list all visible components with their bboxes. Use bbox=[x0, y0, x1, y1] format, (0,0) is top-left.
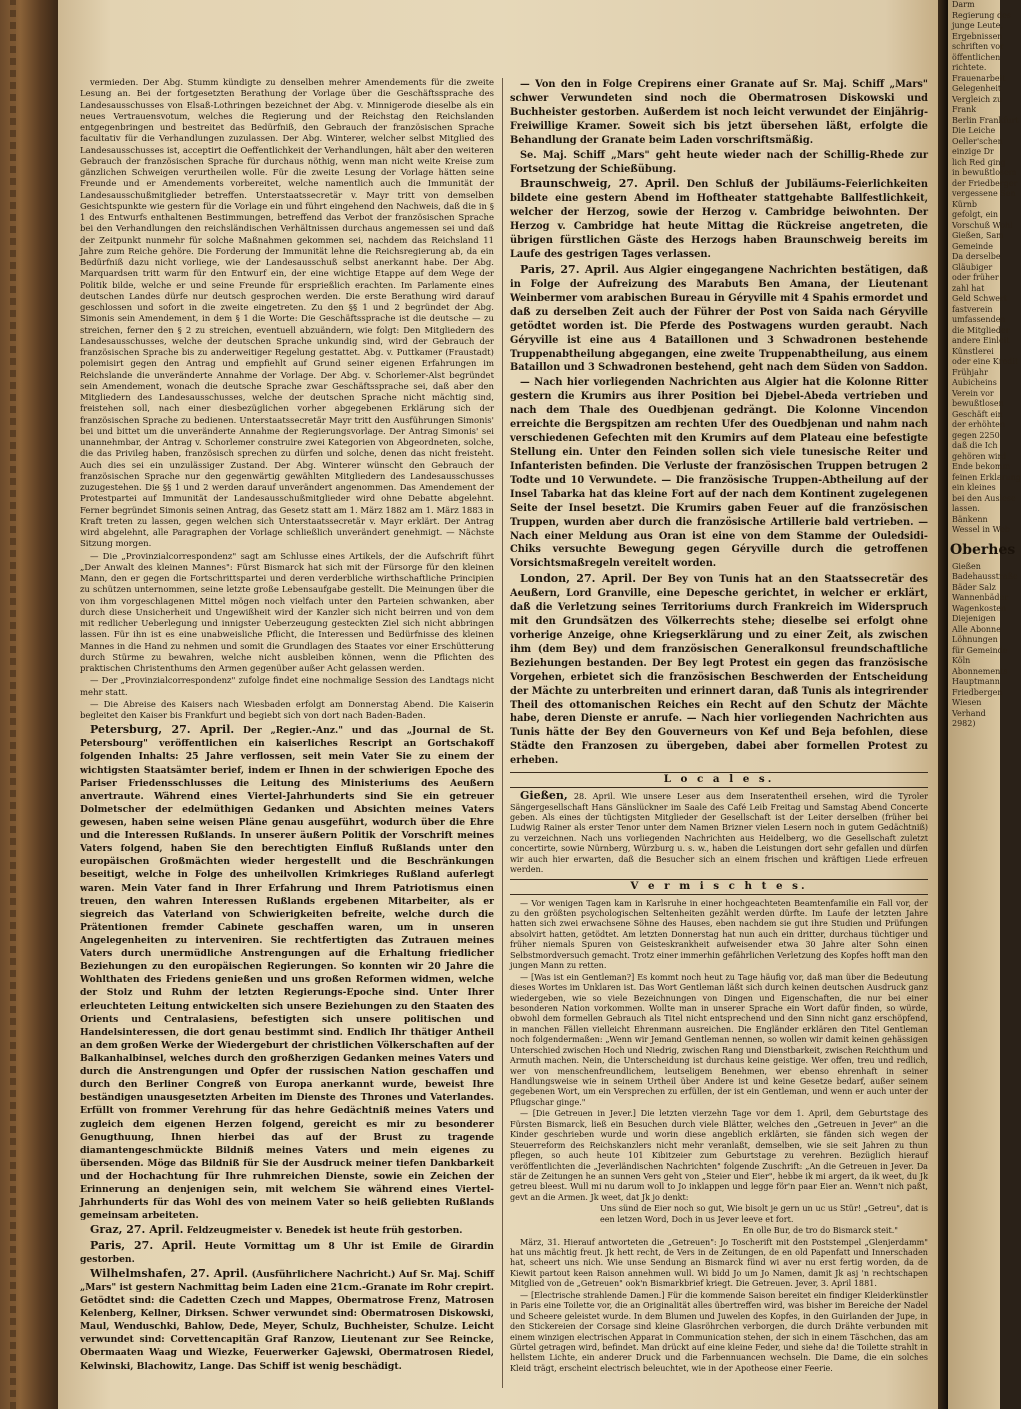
dateline: Paris, 27. April. bbox=[90, 1238, 197, 1252]
adjacent-page-line: Frank bbox=[952, 105, 977, 114]
article-paragraph bbox=[510, 1290, 928, 1374]
adjacent-page-line: andere Einleit bbox=[952, 336, 1010, 345]
adjacent-page-line: Löhnungen bbox=[952, 635, 998, 644]
adjacent-page-line: gehören wird bbox=[952, 451, 1007, 461]
adjacent-page-line: vergessene Sen bbox=[952, 189, 1016, 198]
section-heading: V e r m i s c h t e s. bbox=[510, 879, 928, 895]
paragraph-text: (Ausführlichere Nachricht.) Auf Sr. Maj. Schiff „Mars" ist gestern Nachmittag beim Laden eine 21cm.-Granate im Rohr crepirt. Getödtet sind: die Cadetten Czech und Mappes, Obermatrose Frenz, Matrosen Kelenberg, Kellner, Dirksen. Schwer verwundet sind: Obermatrosen Diskowski, Maul, Wenduschki, Bahlow, Dede, Meyer, Schulz, Buchheister, Schulze. Leicht verwundet sind: Corvettencapitän Graf Ranzow, Lieutenant zur See Reincke, Obermaaten Waag und Wiezke, Feuerwerker Gajewski, Obermatrosen Riedel, Kelwinski, Blachowitz, Lange. Das Schiff ist wenig beschädigt. bbox=[80, 1268, 494, 1372]
adjacent-page-line: daß die Ich bbox=[952, 441, 998, 450]
paragraph-text: Aus Algier eingegangene Nachrichten bestätigen, daß in Folge der Aufreizung des Marabuts Ben Amana, der Lieutenant Weinbermer vom arabischen Bureau in Géryville mit 4 Spahis ermordet und daß zu derselben Zeit auch der Führer der Post von Saida nach Géryville getödtet worden ist. Die Pferde des Postwagens wurden geraubt. Nach Géryville ist eine aus 4 Bataillonen und 3 Schwadronen bestehende Truppenabtheilung abgegangen, eine zweite Truppenabtheilung, aus einem Bataillon und 3 Schwadronen bestehend, geht nach dem Süden von Saddon. bbox=[510, 264, 928, 374]
paragraph-text: — Nach hier vorliegenden Nachrichten aus Algier hat die Kolonne Ritter gestern die Krumirs aus ihrer Position bei Djebel-Abeda vertrieben und nach dem Thale des Ouedbjenan gedrängt. Die Kolonne Vincendon erreichte die Bergspitzen am rechten Ufer des Ouedbjenan und nahm nach verschiedenen Gefechten mit den Krumirs auf dem Plateau eine befestigte Stellung ein. Unter den Feinden sollen sich viele tunesische Reiter und Infanteristen befinden. Die Verluste der französischen Truppen betrugen 2 Todte und 10 Verwundete. — Die französische Truppen-Abtheilung auf der Insel Tabarka hat das kleine Fort auf der nach dem Kontinent zugelegenen Seite der Insel besetzt. Die Krumirs gaben Feuer auf die französischen Truppen, wurden aber durch die französische Artillerie bald vertrieben. — Nach einer Meldung aus Oran ist eine von dem Stamme der Ouledsidi-Chiks versuchte Bewegung gegen Géryville durch die getroffenen Vorsichtsmaßregeln vereitelt worden. bbox=[510, 377, 928, 570]
adjacent-page-line: Wagenkosten bbox=[952, 603, 1007, 613]
adjacent-page-line: zahl hat bbox=[952, 283, 985, 293]
paragraph-text: Heute Vormittag um 8 Uhr ist Emile de Girardin gestorben. bbox=[80, 1240, 494, 1265]
adjacent-page-line: Wessel in Web bbox=[952, 525, 1011, 534]
adjacent-page-line: junge Leute, bbox=[952, 21, 1003, 30]
article-paragraph bbox=[510, 972, 928, 1108]
article-paragraph bbox=[510, 898, 928, 971]
adjacent-page-line: Diejenigen bbox=[952, 614, 996, 623]
adjacent-page-line: oder eine Kredit bbox=[952, 357, 1019, 366]
adjacent-page-line: lassen. bbox=[952, 504, 980, 513]
paragraph-text: Der Bey von Tunis hat an den Staatssecretär des Aeußern, Lord Granville, eine Depesche gerichtet, in welcher er erklärt, daß die Verletzung seines Territoriums durch Frankreich im Widerspruch mit den Grundsätzen des Völkerrechts stehe; dieselbe sei erfolgt ohne vorherige Anzeige, ohne Kriegserklärung und zu einer Zeit, als zwischen ihm (dem Bey) und dem französischen Generalkonsul freundschaftliche Beziehungen bestanden. Der Bey legt Protest ein gegen das französische Vorgehen, erbietet sich die französischen Beschwerden der Entscheidung der Mächte zu unterbreiten und erinnert daran, daß Tunis als integrirender Theil des ottomanischen Reiches ein Recht auf den Schutz der Mächte habe, deren Dienste er anrufe. — Nach hier vorliegenden Nachrichten aus Tunis hätte der Bey den Gouverneurs von Kef und Beja befohlen, diese Städte den Franzosen zu übergeben, dabei aber formellen Protest zu erheben. bbox=[510, 574, 928, 767]
adjacent-page-line: Wannenbäder bbox=[952, 593, 1009, 602]
adjacent-page-line: bei den Auslese bbox=[952, 493, 1016, 503]
adjacent-page-line: bewußtlosen bbox=[952, 399, 1004, 408]
adjacent-page-line: Köln bbox=[952, 656, 971, 665]
adjacent-page-line: Oeller'schen bbox=[952, 136, 1003, 146]
paragraph-text: Den Schluß der Jubiläums-Feierlichkeiten bildete eine gestern Abend im Hoftheater stattgehabte Ballfestlichkeit, welcher der Herzog, sowie der Herzog v. Cambridge beiwohnten. Der Herzog v. Cambridge hat heute Mittag die Rückreise angetreten, die übrigen fürstlichen Gäste des Herzogs haben Braunschweig bereits im Laufe des gestrigen Tages verlassen. bbox=[510, 179, 928, 261]
adjacent-page-line: Aubicheins bbox=[952, 378, 997, 387]
adjacent-page-line: lich Red ging bbox=[952, 157, 1006, 167]
article-paragraph bbox=[510, 177, 928, 262]
adjacent-page-line: der Friedberger bbox=[952, 178, 1018, 188]
article-paragraph bbox=[80, 723, 494, 1222]
adjacent-page-line: Gemeinde bbox=[952, 241, 994, 251]
adjacent-page-edge bbox=[948, 0, 1021, 1409]
adjacent-page-heading: Oberhes bbox=[950, 541, 1016, 558]
adjacent-page-line: feinen Erklarung bbox=[952, 472, 1021, 482]
paragraph-text: — Die „Provinzialcorrespondenz" sagt am Schlusse eines Artikels, der die Aufschrift führt „Der Anwalt des kleinen Mannes": Fürst Bismarck hat sich mit der Fürsorge für den kleinen Mann, den er gegen die Fortschrittspartei und deren verderbliche wirthschaftliche Principien zu schützen unternommen, seine letzte große Lebensaufgabe gestellt. Die Meinungen über die von ihm vorgeschlagenen Mittel mögen noch vielfach unter den Parteien schwanken, aber durch diese Unsicherheit und Ungewißheit wird der Kanzler sich nicht beirren und von dem mit redlicher Ueberlegung und innigster Ueberzeugung gesteckten Ziel sich nicht abbringen lassen. Für ihn ist es eine unabweisliche Pflicht, die Interessen und Bedürfnisse des kleinen Mannes in die Hand zu nehmen und somit die Grundlagen des Staates vor einer Erschütterung durch Stürme zu bewahren, welche nicht ausbleiben können, wenn die Pflichten des praktischen Christenthums den Armen gegenüber außer Acht gelassen werden. bbox=[80, 551, 494, 674]
paragraph-text: vermieden. Der Abg. Stumm kündigte zu denselben mehrer Amendements für die zweite Lesung an. Bei der fortgesetzten Berathung der Vorlage über die Geschäftssprache des Landesausschusses von Elsaß-Lothringen bezeichnet der Abg. v. Minnigerode dieselbe als ein neues Vertrauensvotum, welches die Regierung und der Reichstag den Reichslanden entgegenbringen und bestreitet das Bedürfniß, den Gebrauch der französischen Sprache facultativ für die Verhandlungen zuzulassen. Der Abg. Winterer, welcher selbst Mitglied des Landesausschusses ist, acceptirt die Oeffentlichkeit der Verhandlungen, hält aber den weiteren Gebrauch der französischen Sprache für durchaus nöthig, wenn man nicht weite Kreise zum gänzlichen Schweigen verurtheilen wolle. Für die zweite Lesung der Vorlage hätten seine Freunde und er Amendements vorbereitet, welche namentlich auch die Immunität der Landesausschußmitglieder betreffen. Unterstaatssecretär v. Mayr tritt von demselben Gesichtspunkte wie gestern für die Vorlage ein und führt eingehend den Nachweis, daß die in § 1 des Entwurfs enthaltenen Bestimmungen, betreffend das Verbot der französischen Sprache bei den Verhandlungen den reichsländischen Verhältnissen durchaus angemessen sei und daß der Zeitpunkt nunmehr für solche Maßnahmen gekommen sei, nachdem das Reichsland 11 Jahre zum Reiche gehöre. Die Forderung der Immunität lehne die Reichsregierung ab, da ein Bedürfniß dazu nicht vorliege, wie der Landesausschuß selbst anerkannt habe. Der Abg. Marquardsen tritt warm für den Entwurf ein, der eine wichtige Etappe auf dem Wege der Politik bilde, welche er und seine Freunde für ersprießlich erachten. Im Parlamente eines deutschen Landes dürfe nur deutsch gesprochen werden. Die erste Berathung wird darauf geschlossen und sofort in die zweite eingetreten. Zu den §§ 1 und 2 begründet der Abg. Simonis sein Amendement, in dem § 1 die Worte: Die Geschäftssprache ist die deutsche — zu streichen, ferner den § 2 zu streichen, eventuell abzuändern, wie folgt: Den Mitgliedern des Landesausschusses, welche der deutschen Sprache unkundig sind, wird der Gebrauch der französischen Sprache bis zu anderweitiger Regelung gestattet. Abg. v. Puttkamer (Fraustadt) polemisirt gegen den Antrag und empfiehlt auf Grund seiner eigenen Erfahrungen im Reichslande die unveränderte Annahme der Vorlage. Der Abg. v. Schorlemer-Alst begründet sein Amendement, wonach die deutsche Sprache zwar Geschäftssprache sei, daß aber den Mitgliedern des Landesausschusses, welche der deutschen Sprache nicht mächtig sind, freistehen soll, nach einer diesbezüglichen vorher abgegebenen Erklärung sich der französischen Sprache zu bedienen. Unterstaatssecretär Mayr tritt den Ausführungen Simonis' bei und bittet um die unveränderte Annahme der Regierungsvorlage. Der Antrag Simonis' sei unannehmbar, der Antrag v. Schorlemer construire zwei Kategorien von Abgeordneten, solche, die das Privileg haben, französisch sprechen zu dürfen und solche, denen das nicht freisteht. Auch dies sei ein unzulässiger Zustand. Der Abg. Winterer wünscht den Gebrauch der französischen Sprache nur den gegenwärtig gewählten Mitgliedern des Landesausschusses zuzugestehen. Die §§ 1 und 2 werden darauf unverändert angenommen. Das Amendement der Protestpartei auf Immunität der Landesausschußmitglieder wird ohne Debatte abgelehnt. Ferner begründet Simonis seinen Antrag, das Gesetz statt am 1. März 1882 am 1. März 1883 in Kraft treten zu lassen, gegen welchen sich Unterstaatssecretär v. Mayr erklärt. Der Antrag wird abgelehnt, alle Paragraphen der Vorlage schließlich unverändert genehmigt. — Nächste Sitzung morgen. bbox=[80, 78, 494, 550]
article-paragraph bbox=[510, 376, 928, 571]
newspaper-page bbox=[58, 0, 938, 1409]
article-paragraph bbox=[510, 572, 928, 768]
adjacent-page-line: Bäder Salz bbox=[952, 582, 996, 592]
adjacent-page-line: für Gemeinde bbox=[952, 645, 1008, 655]
paragraph-text: März, 31. Hierauf antworteten die „Getreuen": Jo Toscherift mit den Poststempel „Glenjerdamm" hat uns mächtig freut. Jk hett recht, de Vers in de Zeitungen, de en old Papenfatt und Innerschaden hat, scheert uns nich. Wie unse Sendung an Bismarck fünd wi aver nu erst fertig worden, da de Kiewit partout keen Raison annehmen wull. Wi bidd Jo um Jo Namen, damit Jk asj 'n rechtschapen Mitglied von de „Getreuen" ook'n Bismarkbrief kriegt. Die Getreuen. Jever, 3. April 1881. bbox=[510, 1236, 928, 1289]
adjacent-page-line: Wiesen bbox=[952, 698, 982, 707]
adjacent-page-line: Vorschuß Wohl bbox=[952, 220, 1013, 230]
adjacent-page-line: Hauptmann bbox=[952, 677, 1000, 686]
article-paragraph bbox=[80, 700, 494, 723]
adjacent-page-line: Berlin Frankfurt bbox=[952, 115, 1019, 125]
paragraph-text: — Vor wenigen Tagen kam in Karlsruhe in einer hochgeachteten Beamtenfamilie ein Fall vor, der zu den größten psychologischen Seltenheiten gezählt werden dürfte. Im Laufe der letzten Jahre hatten sich zwei erwachsene Söhne des Hauses, eben nachdem sie gut ihre Studien und Prüfungen absolvirt hatten, getödtet. Am letzten Donnerstag hat nun auch ein dritter, durchaus tüchtiger und früher niemals Spuren von Geisteskrankheit aufweisender etwa 30 Jahre alter Sohn einen Selbstmordversuch gemacht. Trotz einer immerhin gefährlichen Verletzung des Kopfes hofft man den jungen Mann zu retten. bbox=[510, 897, 928, 971]
adjacent-page-line: Gelegenheit bbox=[952, 84, 1002, 93]
article-paragraph bbox=[80, 1223, 494, 1237]
adjacent-page-line: Vergleich zu bbox=[952, 94, 1003, 104]
adjacent-page-line: Friedbergen bbox=[952, 687, 1003, 697]
section-heading: L o c a l e s. bbox=[510, 772, 928, 788]
adjacent-page-line: oder früher bbox=[952, 273, 999, 282]
paragraph-text: En olle Bur, de tro do Bismarck steit." bbox=[742, 1225, 898, 1236]
dateline: Petersburg, 27. April. bbox=[90, 723, 235, 737]
adjacent-page-line: Kürnb bbox=[952, 199, 978, 209]
adjacent-page-line: gefolgt, ein bbox=[952, 210, 999, 219]
adjacent-page-line: schriften vor bbox=[952, 42, 1004, 51]
adjacent-page-number: 2982) bbox=[952, 719, 976, 728]
dateline: Wilhelmshafen, 27. April. bbox=[90, 1266, 248, 1280]
adjacent-page-line: die Mitglieder bbox=[952, 325, 1010, 335]
article-paragraph bbox=[80, 552, 494, 676]
paragraph-text: 28. April. Wie unsere Leser aus dem Inseratentheil ersehen, wird die Tyroler Sängergesellschaft Hans Gänslückner im Saale des Café Leib Freitag und Samstag Abend Concerte geben. Als eines der tüchtigsten Mitglieder der Gesellschaft ist der Leiter derselben (früher bei Ludwig Rainer als erster Tenor unter dem Namen Brizner vielen Lesern noch in gutem Gedächtniß) zu verzeichnen. Nach uns vorliegenden Nachrichten aus Heidelberg, wo die Gesellschaft zuletzt concertirte, sowie Nürnberg, Würzburg u. s. w., haben die Leistungen dort sehr gefallen und dürfen wir auch hier erwarten, daß die Besucher sich an einem frischen und kräftigen Liede erfreuen werden. bbox=[510, 791, 928, 875]
adjacent-page-line: Künstlerei bbox=[952, 346, 994, 356]
adjacent-page-line: Verein vor bbox=[952, 388, 994, 398]
dateline: Braunschweig, 27. April. bbox=[520, 177, 680, 191]
paragraph-text: Der „Regier.-Anz." und das „Journal de St. Petersbourg" veröffentlichen ein kaiserliches Rescript an Gortschakoff folgenden Inhalts: 25 Jahre verflossen, seit mein Vater Sie zu einem der wichtigsten Staatsämter berief, indem er Ihnen in der schwierigen Epoche des Pariser Friedensschlusses die Leitung des Ministeriums des Aeußern anvertraute. Während eines Viertel-Jahrhunderts sind Sie ein getreuer Dolmetscher der edelmüthigen Gedanken und Absichten meines Vaters gewesen, haben seine weisen Pläne genau ausgeführt, wodurch über die Ehre und die Interessen Rußlands. In unserer äußern Politik der Vorschrift meines Vaters folgend, haben Sie den berechtigten Einfluß Rußlands unter den europäischen Großmächten wieder hergestellt und die Beschränkungen beseitigt, welche in Folge des unheilvollen Krimkrieges Rußland auferlegt waren. Mein Vater fand in Ihrer Erfahrung und Ihrem Patriotismus einen treuen, den wahren Interessen Rußlands ergebenen Mitarbeiter, als er siegreich das Vaterland von Schwierigkeiten befreite, welche durch die Prätentionen fremder Cabinete geschaffen waren, um in unseren Angelegenheiten zu interveniren. Sie rechtfertigten das Zutrauen meines Vaters durch unermüdliche Anstrengungen auf die Erhaltung friedlicher Beziehungen zu den europäischen Regierungen. So konnten wir 20 Jahre die Wohlthaten des Friedens genießen und uns großen Reformen widmen, welche der Stolz und Ruhm der letzten Regierungs-Epoche sind. Unter Ihrer erleuchteten Leitung entwickelten sich unsere Beziehungen zu den Staaten des Orients und Centralasiens, befestigten sich unsere politischen und Handelsinteressen, die dort genau bestimmt sind. Endlich Ihr thätiger Antheil an dem großen Werke der Wiedergeburt der christlichen Völkerschaften auf der Balkanhalbinsel, welches durch den großherzigen Gedanken meines Vaters und durch die Anstrengungen und Opfer der russischen Nation geschaffen und durch den Berliner Congreß von Europa anerkannt wurde, beweist Ihre beständigen unausgesetzten Arbeiten im Dienste des Thrones und Vaterlandes. Erfüllt von frommer Verehrung für das hehre Gedächtniß meines Vaters und zugleich dem eigenen Herzen folgend, gereicht es mir zu besonderer Genugthuung, Ihnen hierbei das auf der Brust zu tragende diamantengeschmückte Bildniß meines Vaters und mein eigenes zu übersenden. Möge das Bildniß für Sie der Ausdruck meiner tiefen Dankbarkeit und der Hochachtung für Ihre ruhmreichen Dienste, sowie ein Zeichen der Erinnerung an denjenigen sein, mit welchem Sie während eines Viertel-Jahrhunderts für das Wohl des von meinem Vater so heiß geliebten Rußlands gemeinsam arbeiteten. bbox=[80, 725, 495, 1222]
adjacent-page-line: Gießen bbox=[952, 561, 981, 571]
adjacent-page-lines-top bbox=[948, 0, 1021, 536]
adjacent-page-line: Frühjahr bbox=[952, 367, 988, 377]
adjacent-page-line: in bewußtlosem bbox=[952, 168, 1017, 177]
dateline: Paris, 27. April. bbox=[520, 262, 620, 276]
adjacent-page-line: Gießen, Sam bbox=[952, 231, 1004, 240]
adjacent-page-line: fastverein bbox=[952, 304, 993, 314]
adjacent-page-line: Regierung des bbox=[952, 10, 1011, 20]
adjacent-page-line: Gläubiger bbox=[952, 262, 993, 272]
book-binding bbox=[0, 0, 58, 1409]
paragraph-text: — Von den in Folge Crepirens einer Granate auf Sr. Maj. Schiff „Mars" schwer Verwundeten sind noch die Obermatrosen Diskowski und Buchheister gestorben. Außerdem ist noch leicht verwundet der Einjährig-Freiwillige Kramer. Soweit sich bis jetzt übersehen läßt, erfolgte die Behandlung der Granate beim Laden vorschriftsmäßig. bbox=[510, 79, 928, 146]
paragraph-text: — [Was ist ein Gentleman?] Es kommt noch heut zu Tage häufig vor, daß man über die Bedeutung dieses Wortes im Unklaren ist. Das Wort Gentleman läßt sich durch keinen deutschen Ausdruck ganz wiedergeben, wie so viele Bezeichnungen von Dingen und Eigenschaften, die nur bei einer besonderen Nation vorkommen. Wollte man in unserer Sprache ein Wort dafür finden, so würde, obwohl dem formellen Gebrauch als Titel nicht entsprechend und den Sinn nicht ganz erschöpfend, in manchen Fällen vielleicht Ehrenmann ausreichen. Die Engländer erklären den Titel Gentleman noch folgendermaßen: „Wenn wir Jemand Gentleman nennen, so wollen wir damit keinen gehässigen Unterschied zwischen Hoch und Niedrig, zwischen Rang und Dienstbarkeit, zwischen Reichthum und Armuth machen. Nein, die Unterscheidung ist durchaus keine geistige. Wer offen, treu und redlich, wer von menschenfreundlichem, leutseligem Benehmen, wer ebenso ehrenhaft in seiner Handlungsweise wie in seinem Urtheil über Andere ist und keine Gesetze bedarf, außer seinem gegebenen Wort, um ein Versprechen zu erfüllen, der ist ein Gentleman, und wenn er auch unter der Pflugschar ginge." bbox=[510, 971, 928, 1107]
article-paragraph bbox=[510, 263, 928, 375]
adjacent-page-line: Ergebnissen bbox=[952, 31, 1003, 41]
paragraph-text: — Die Abreise des Kaisers nach Wiesbaden erfolgt am Donnerstag Abend. Die Kaiserin begleitet den Kaiser bis Frankfurt und begiebt sich von dort nach Baden-Baden. bbox=[80, 699, 494, 721]
article-paragraph bbox=[80, 78, 494, 551]
paragraph-text: Feldzeugmeister v. Benedek ist heute früh gestorben. bbox=[186, 1225, 463, 1237]
adjacent-page-line: Da derselbe bbox=[952, 252, 1001, 261]
article-paragraph bbox=[510, 78, 928, 148]
paragraph-text: Uns sünd de Eier noch so gut, Wie bisolt je gern un uc us Stür! „Getreu", dat is een letzen Word, Doch in us Jever leeve et fort. bbox=[600, 1203, 928, 1224]
article-paragraph bbox=[510, 1203, 928, 1224]
adjacent-page-line: gegen 2250 bbox=[952, 430, 1000, 440]
adjacent-page-line: Alle Abonne bbox=[952, 624, 1001, 634]
article-paragraph bbox=[80, 1267, 494, 1373]
paragraph-text: — [Electrische strahlende Damen.] Für die kommende Saison bereitet ein findiger Kleiderkünstler in Paris eine Toilette vor, die an Originalität alles übertreffen wird, was bisher im Bereiche der Nadel und Scheere geleistet wurde. In dem Blumen und Juwelen des Kopfes, in den Guirlanden der Jupe, in den Stickereien der Corsage sind kleine Glasröhrchen verborgen, die durch Drähte verbunden mit einem winzigen electrischen Apparat in Communication stehen, der sich in einem Täschchen, das am Gürtel getragen wird, befindet. Man drückt auf eine kleine Feder, und siehe da! die Toilette strahlt in hellstem Lichte, ein anderer Druck und die Farbennuancen wechseln. Die Dame, die ein solches Kleid trägt, erscheint electrisch beleuchtet, wie in der Apotheose einer Feerie. bbox=[510, 1289, 928, 1373]
adjacent-page-line: einzige Dr bbox=[952, 147, 994, 156]
article-paragraph bbox=[510, 1108, 928, 1202]
paragraph-text: — [Die Getreuen in Jever.] Die letzten vierzehn Tage vor dem 1. April, dem Geburtstage des Fürsten Bismarck, ließ ein Besuchen durch viele Blätter, welches den „Getreuen in Jever" an die Kinder geschrieben wurde und worin diese angeblich erklärten, sie fänden sich wegen der Steuerreform des Reichskanzlers nicht mehr veranlaßt, demselben, wie sie seit Jahren zu thun pflegen, so auch heute 101 Kibitzeier zum Geburtstage zu verehren. Bezüglich hierauf veröffentlichten die „Jeverländischen Nachrichten" folgende Zuschrift: „An die Getreuen in Jever. Da stär de Zeitungen he an sunnen Vers geht von „Steier und Eier", hebbe ik mi argert, da ik weet, du Jk getreu bleest. Wull mi nu darum woll to Jo inklappen und legge för'n paar Eier an. Wenn't nich paßt, gevt an die Armen. Jk weet, dat Jk jo denkt: bbox=[510, 1108, 928, 1202]
article-paragraph bbox=[510, 791, 928, 875]
left-column bbox=[80, 78, 494, 1374]
adjacent-page-line: Badehausstraße bbox=[952, 572, 1018, 581]
paragraph-text: Se. Maj. Schiff „Mars" geht heute wieder nach der Schillig-Rhede zur Fortsetzung der Schießübung. bbox=[510, 149, 928, 175]
page-gutter bbox=[938, 0, 948, 1409]
adjacent-page-line: Ende bekomm bbox=[952, 462, 1011, 471]
article-paragraph bbox=[510, 1237, 928, 1289]
right-column bbox=[510, 78, 928, 1374]
article-paragraph bbox=[510, 1225, 928, 1235]
adjacent-page-line: Bänkenn bbox=[952, 514, 988, 524]
adjacent-page-lines-bottom bbox=[948, 561, 1018, 720]
article-paragraph bbox=[80, 676, 494, 699]
adjacent-page-line: richtete. bbox=[952, 63, 987, 72]
column-rule bbox=[502, 78, 503, 1388]
adjacent-page-line: Verhand bbox=[952, 708, 986, 718]
paragraph-text: — Der „Provinzialcorrespondenz" zufolge findet eine nochmalige Session des Landtags nicht mehr statt. bbox=[80, 676, 494, 698]
adjacent-page-line: umfassenden bbox=[952, 315, 1006, 324]
adjacent-page-line: Abonnements bbox=[952, 666, 1008, 676]
adjacent-page-line: Darm bbox=[952, 0, 975, 9]
adjacent-page-line: Geld Schwert bbox=[952, 294, 1008, 303]
adjacent-page-line: Frauenarbeit bbox=[952, 73, 1006, 83]
adjacent-page-line: Geschäft ein bbox=[952, 409, 1003, 419]
dateline: Graz, 27. April. bbox=[90, 1223, 184, 1237]
article-paragraph bbox=[80, 1239, 494, 1266]
binding-stitching bbox=[10, 0, 16, 1409]
adjacent-page-line: der erhöhten bbox=[952, 420, 1006, 429]
adjacent-page-line: öffentlichen bbox=[952, 52, 1001, 62]
adjacent-page-line: Die Leiche bbox=[952, 126, 996, 135]
article-paragraph bbox=[510, 149, 928, 177]
adjacent-page-line: ein kleines bbox=[952, 483, 996, 492]
dateline: Gießen, bbox=[520, 789, 568, 803]
dateline: London, 27. April. bbox=[520, 572, 637, 586]
